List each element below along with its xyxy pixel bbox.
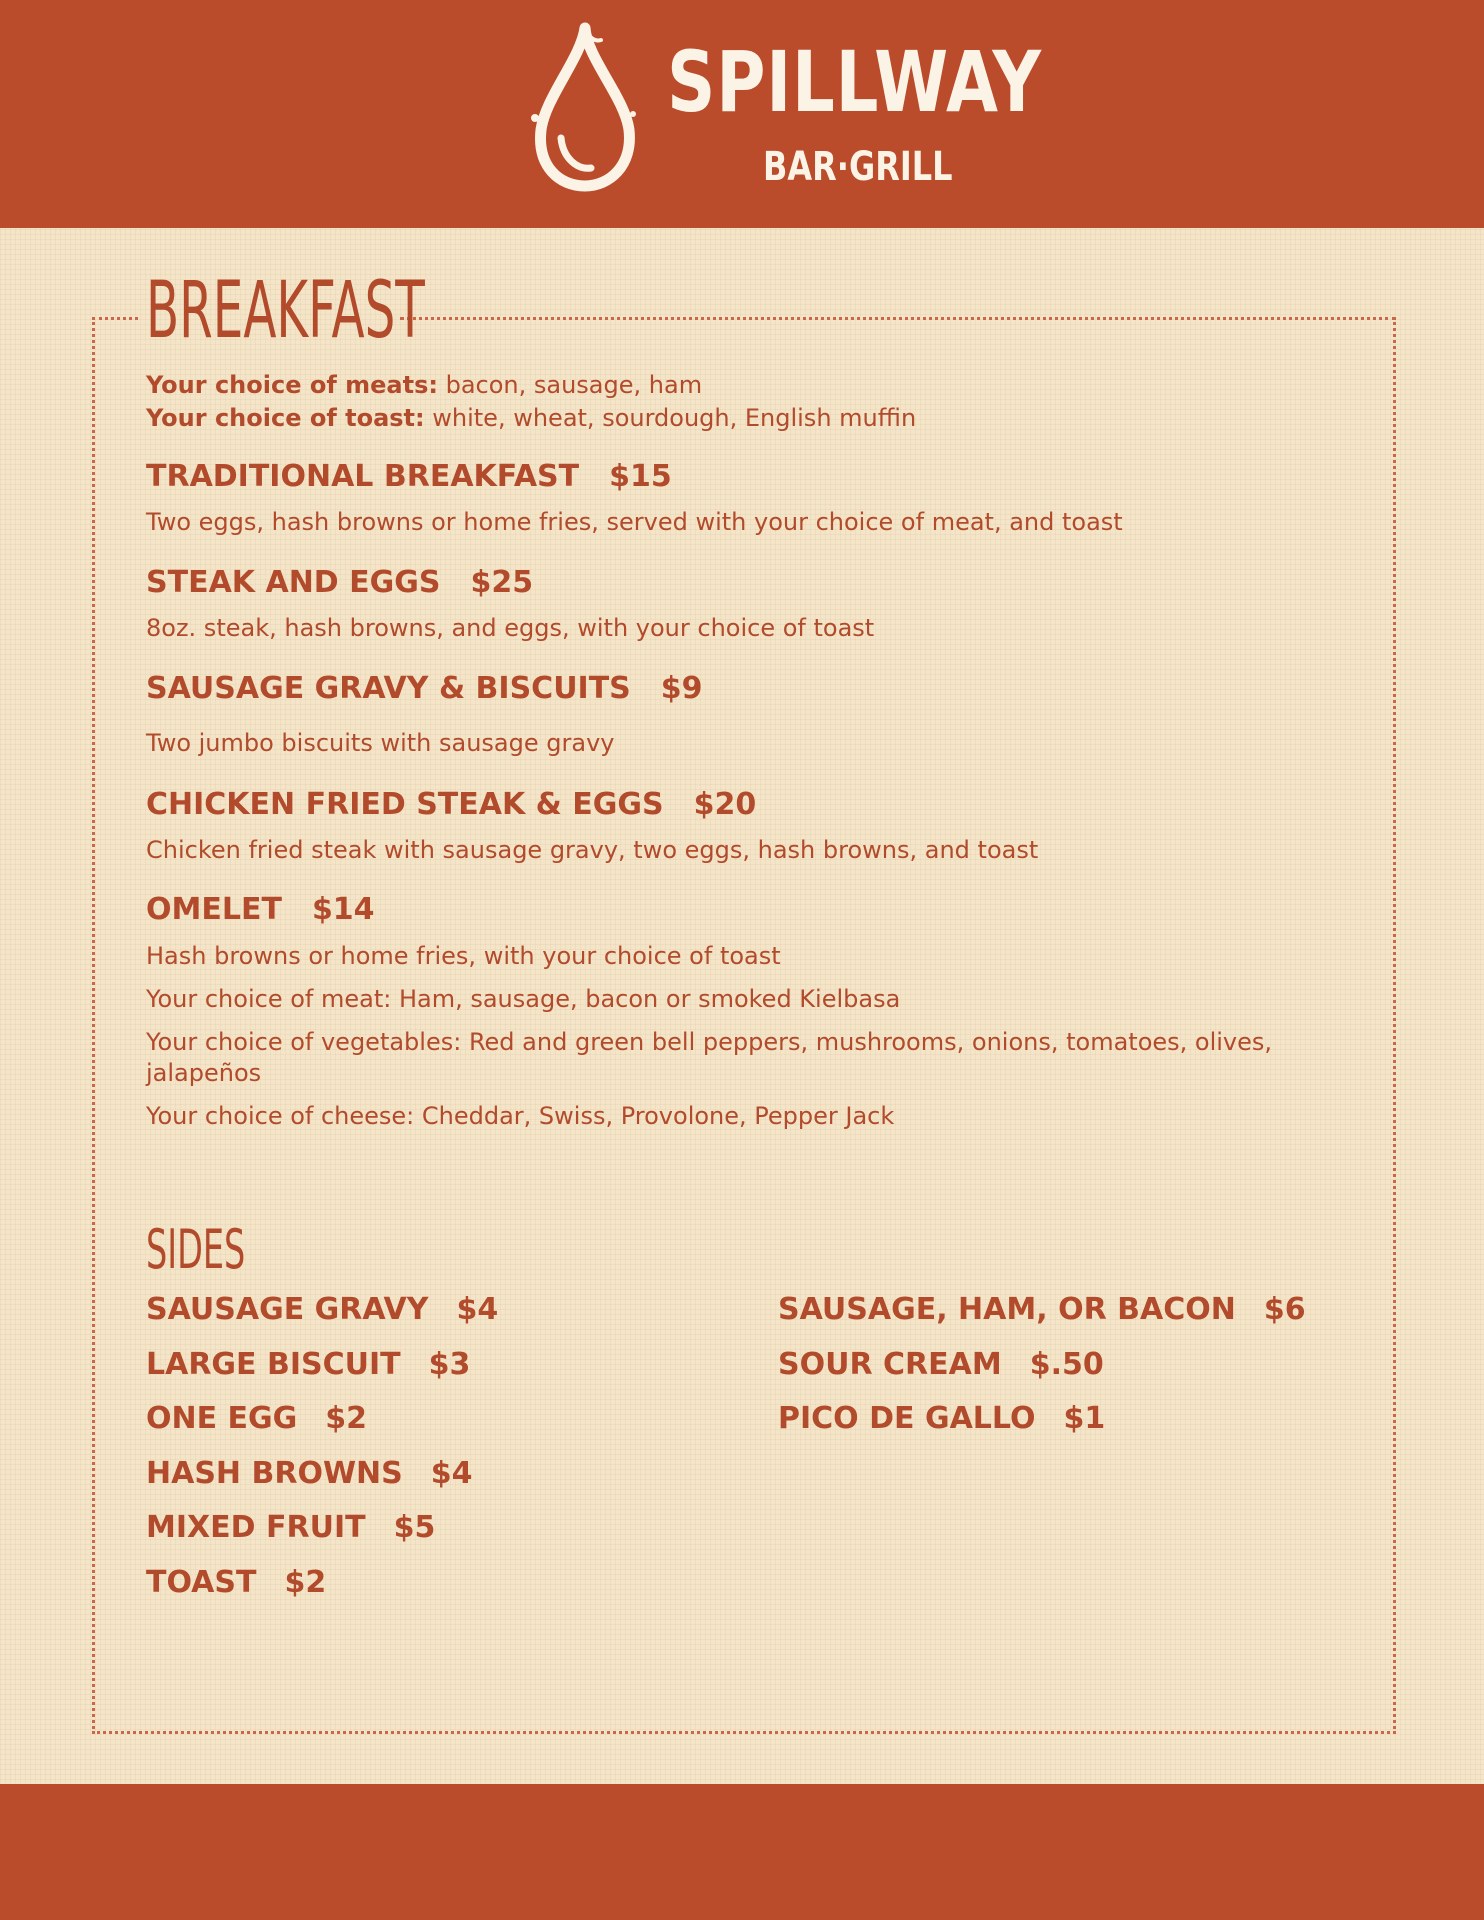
menu-item-name: SAUSAGE GRAVY & BISCUITS (146, 671, 631, 706)
side-item (778, 1400, 1105, 1438)
meats-choice-line (146, 369, 702, 401)
menu-item-description: Your choice of cheese: Cheddar, Swiss, Provolone, Pepper Jack (146, 1102, 895, 1130)
side-item-price: $2 (284, 1565, 327, 1600)
frame-top-left-border (92, 317, 138, 320)
side-item-name: SOUR CREAM (778, 1347, 1002, 1382)
menu-item-price: $20 (693, 787, 757, 822)
side-item (146, 1291, 498, 1329)
menu-item-name: OMELET (146, 892, 282, 927)
side-item-name: ONE EGG (146, 1401, 298, 1436)
menu-item-description: Hash browns or home fries, with your choice of toast (146, 942, 781, 970)
menu-item-omelet (146, 891, 375, 929)
menu-item-name: TRADITIONAL BREAKFAST (146, 459, 580, 494)
menu-item-price: $9 (660, 671, 703, 706)
side-item (146, 1509, 435, 1547)
menu-item-name: STEAK AND EGGS (146, 565, 441, 600)
menu-item-price: $25 (470, 565, 534, 600)
side-item-name: SAUSAGE, HAM, OR BACON (778, 1292, 1236, 1327)
side-item-price: $.50 (1029, 1347, 1104, 1382)
side-item-name: LARGE BISCUIT (146, 1347, 401, 1382)
toast-choice-label: Your choice of toast: (146, 404, 425, 432)
side-item-price: $1 (1063, 1401, 1106, 1436)
sides-section-title: SIDES (146, 1218, 246, 1281)
menu-item-description: Your choice of vegetables: Red and green bell peppers, mushrooms, onions, tomatoes, olives, jalapeños (146, 1028, 1273, 1087)
menu-item-sausage-gravy-biscuits (146, 670, 703, 708)
side-item (146, 1346, 470, 1384)
menu-item-description: Chicken fried steak with sausage gravy, two eggs, hash browns, and toast (146, 836, 1039, 864)
footer-band (0, 1784, 1484, 1920)
side-item-name: MIXED FRUIT (146, 1510, 366, 1545)
side-item-price: $2 (325, 1401, 368, 1436)
side-item (778, 1346, 1104, 1384)
side-item-name: TOAST (146, 1565, 257, 1600)
menu-item-price: $14 (311, 892, 375, 927)
menu-item-name: CHICKEN FRIED STEAK & EGGS (146, 787, 664, 822)
frame-top-right-border (400, 317, 1396, 320)
meats-choice-label: Your choice of meats: (146, 371, 438, 399)
menu-item-price: $15 (609, 459, 672, 494)
side-item-name: HASH BROWNS (146, 1456, 403, 1491)
side-item-name: PICO DE GALLO (778, 1401, 1036, 1436)
menu-item-description: Two eggs, hash browns or home fries, served with your choice of meat, and toast (146, 508, 1123, 536)
side-item (146, 1400, 367, 1438)
side-item-price: $4 (430, 1456, 473, 1491)
brand-subtitle: BAR·GRILL (763, 144, 953, 190)
menu-item-traditional-breakfast (146, 458, 672, 496)
side-item-price: $6 (1263, 1292, 1306, 1327)
side-item (778, 1291, 1306, 1329)
menu-item-chicken-fried-steak (146, 786, 756, 824)
toast-choice-line (146, 402, 916, 434)
side-item-name: SAUSAGE GRAVY (146, 1292, 429, 1327)
side-item-price: $4 (456, 1292, 499, 1327)
header-band (0, 0, 1484, 228)
menu-item-description: 8oz. steak, hash browns, and eggs, with your choice of toast (146, 614, 875, 642)
side-item (146, 1455, 473, 1493)
side-item (146, 1564, 326, 1602)
menu-item-description: Your choice of meat: Ham, sausage, bacon or smoked Kielbasa (146, 985, 901, 1013)
water-drop-splash-icon (525, 18, 645, 193)
menu-item-description: Two jumbo biscuits with sausage gravy (146, 729, 615, 757)
brand-name: SPILLWAY (667, 33, 1042, 131)
side-item-price: $3 (428, 1347, 471, 1382)
breakfast-section-title: BREAKFAST (146, 266, 425, 356)
menu-item-steak-and-eggs (146, 564, 533, 602)
meats-choice-value: bacon, sausage, ham (445, 371, 703, 399)
side-item-price: $5 (393, 1510, 436, 1545)
toast-choice-value: white, wheat, sourdough, English muffin (432, 404, 917, 432)
